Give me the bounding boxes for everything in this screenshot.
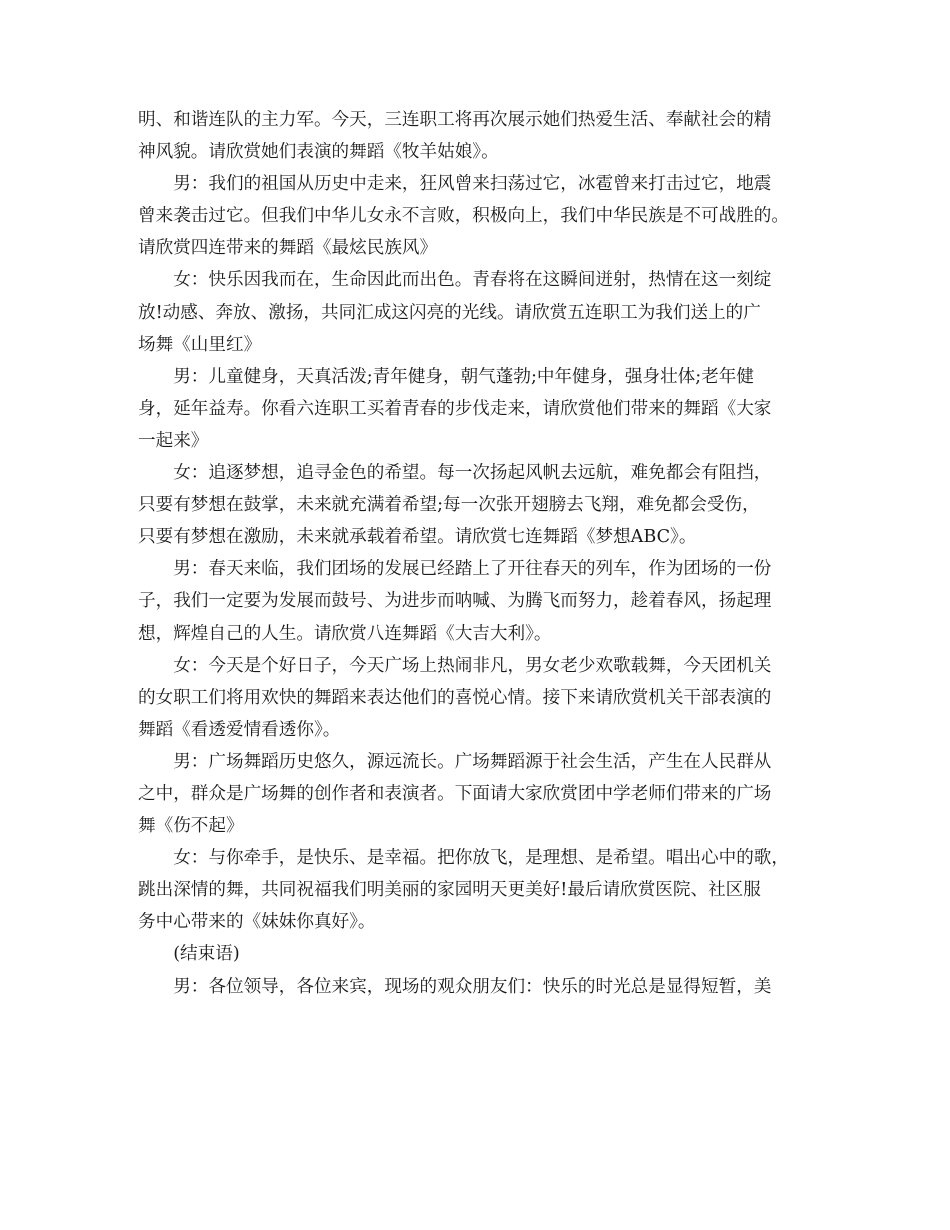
paragraph	[138, 746, 814, 842]
paragraph	[138, 168, 814, 264]
paragraph	[138, 553, 814, 649]
text-line: 男：我们的祖国从历史中走来，狂风曾来扫荡过它，冰雹曾来打击过它，地震	[173, 174, 772, 195]
text-line: 男：春天来临，我们团场的发展已经踏上了开往春天的列车，作为团场的一份	[173, 559, 772, 580]
paragraph	[138, 938, 814, 970]
text-line: 女：与你牵手，是快乐、是幸福。把你放飞，是理想、是希望。唱出心中的歌，	[173, 848, 789, 869]
text-line: 只要有梦想在鼓掌，未来就充满着希望;每一次张开翅膀去飞翔，难免都会受伤，	[138, 495, 760, 516]
text-line: 男：儿童健身，天真活泼;青年健身，朝气蓬勃;中年健身，强身壮体;老年健	[173, 366, 754, 387]
paragraph	[138, 104, 814, 168]
paragraph	[138, 971, 814, 1003]
text-line: 之中，群众是广场舞的创作者和表演者。下面请大家欣赏团中学老师们带来的广场	[138, 783, 772, 804]
paragraph	[138, 264, 814, 360]
paragraph	[138, 650, 814, 746]
text-line: 神风貌。请欣赏她们表演的舞蹈《牧羊姑娘》。	[138, 142, 499, 163]
text-line: 曾来袭击过它。但我们中华儿女永不言败，积极向上，我们中华民族是不可战胜的。	[138, 206, 789, 227]
text-line: 明、和谐连队的主力军。今天，三连职工将再次展示她们热爱生活、奉献社会的精	[138, 110, 772, 130]
text-line: 子，我们一定要为发展而鼓号、为进步而呐喊、为腾飞而努力，趁着春风，扬起理	[138, 591, 772, 612]
text-line: (结束语)	[173, 944, 240, 965]
text-line: 女：今天是个好日子，今天广场上热闹非凡，男女老少欢歌载舞，今天团机关	[173, 655, 772, 676]
text-line: 务中心带来的《妹妹你真好》。	[138, 912, 376, 933]
text-line: 舞蹈《看透爱情看透你》。	[138, 719, 341, 740]
text-line: 跳出深情的舞，共同祝福我们明美丽的家园明天更美好!最后请欣赏医院、社区服	[138, 880, 761, 901]
text-line: 只要有梦想在激励，未来就承载着希望。请欣赏七连舞蹈《梦想ABC》。	[138, 527, 697, 548]
paragraph	[138, 457, 814, 553]
text-line: 一起来》	[138, 430, 209, 451]
text-line: 放!动感、奔放、激扬，共同汇成这闪亮的光线。请欣赏五连职工为我们送上的广	[138, 302, 761, 323]
text-line: 女：追逐梦想，追寻金色的希望。每一次扬起风帆去远航，难免都会有阻挡，	[173, 463, 772, 484]
text-line: 男：广场舞蹈历史悠久，源远流长。广场舞蹈源于社会生活，产生在人民群从	[173, 751, 772, 772]
text-line: 舞《伤不起》	[138, 816, 244, 837]
text-line: 身，延年益寿。你看六连职工买着青春的步伐走来，请欣赏他们带来的舞蹈《大家	[138, 398, 772, 419]
text-line: 女：快乐因我而在，生命因此而出色。青春将在这瞬间迸射，热情在这一刻绽	[173, 270, 772, 291]
paragraph	[138, 361, 814, 457]
text-line: 请欣赏四连带来的舞蹈《最炫民族风》	[138, 238, 438, 259]
text-line: 场舞《山里红》	[138, 334, 262, 355]
text-line: 的女职工们将用欢快的舞蹈来表达他们的喜悦心情。接下来请欣赏机关干部表演的	[138, 687, 772, 708]
paragraph	[138, 842, 814, 938]
text-line: 男：各位领导，各位来宾，现场的观众朋友们：快乐的时光总是显得短暂，美	[173, 976, 772, 997]
text-line: 想，辉煌自己的人生。请欣赏八连舞蹈《大吉大利》。	[138, 623, 552, 644]
document-body	[138, 104, 814, 1003]
